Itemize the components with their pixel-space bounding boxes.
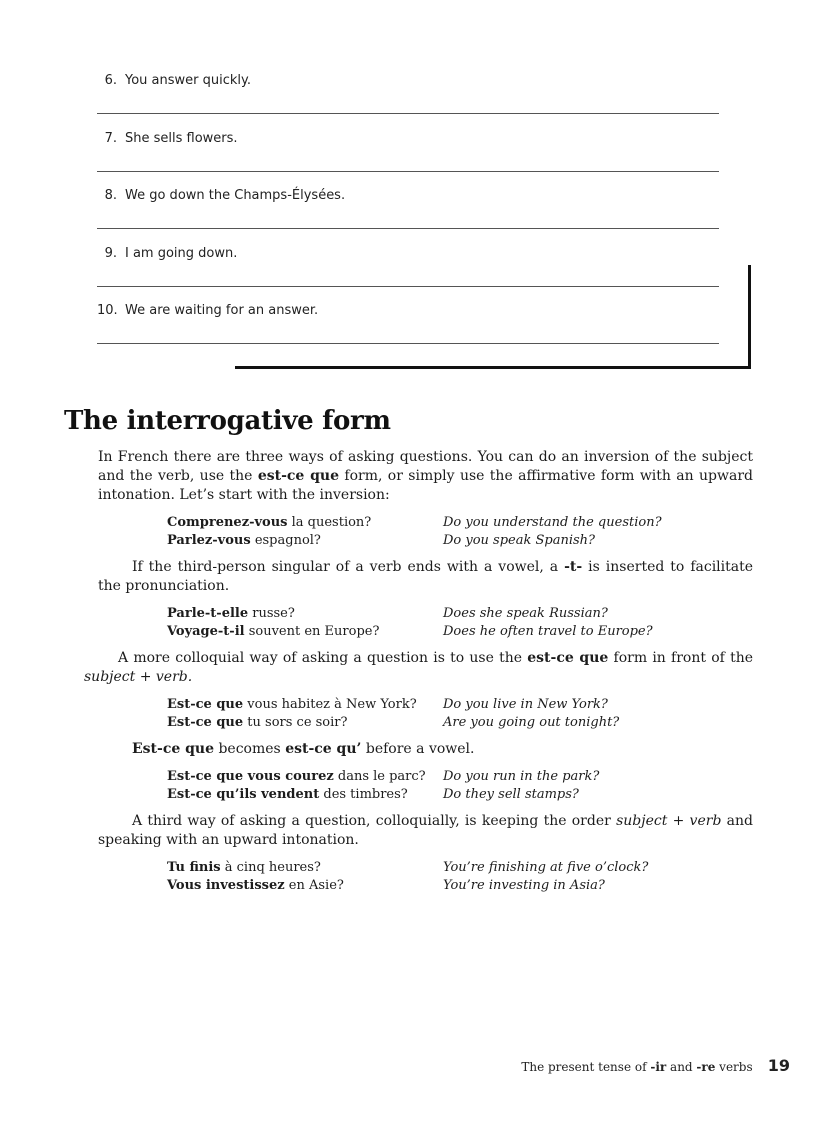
exercise-end-bracket-vertical	[748, 265, 751, 369]
english-translation: You’re finishing at five o’clock?	[443, 860, 649, 875]
example-row	[167, 877, 753, 895]
bold-term: est-ce qu’	[285, 741, 362, 757]
text-run: is inserted to facilitate the pronunciation.	[98, 559, 754, 594]
example-row	[167, 696, 753, 714]
text-run: espagnol?	[250, 533, 321, 548]
exercise-number: 8.	[104, 188, 117, 203]
french-example	[167, 623, 443, 641]
french-example	[167, 605, 443, 623]
intonation-examples	[167, 859, 753, 895]
bold-term: Parlez-vous	[167, 533, 251, 548]
example-row	[167, 605, 753, 623]
page-footer	[521, 1056, 790, 1075]
english-translation: Do you live in New York?	[443, 697, 608, 712]
answer-line[interactable]	[97, 171, 719, 172]
translation-exercise	[97, 68, 719, 356]
bold-term: est-ce que	[527, 650, 609, 666]
example-row	[167, 768, 753, 786]
english-translation: Do you run in the park?	[443, 769, 600, 784]
text-run: vous habitez à New York?	[243, 697, 417, 712]
exercise-number: 6.	[104, 73, 117, 88]
bold-term: Est-ce que	[167, 697, 244, 712]
section-title: The interrogative form	[64, 406, 391, 436]
vowel-rule-paragraph	[98, 740, 753, 759]
bold-term: Tu finis	[167, 860, 221, 875]
exercise-item	[97, 298, 719, 356]
est-ce-que-examples	[167, 696, 753, 732]
bold-term: Est-ce que	[167, 715, 244, 730]
text-run: before a vowel.	[361, 741, 475, 757]
text-run: verbs	[715, 1060, 753, 1074]
exercise-prompt: We go down the Champs-Élysées.	[125, 188, 346, 203]
text-run: russe?	[248, 606, 295, 621]
text-run: form, or simply use the affirmative form with an upward intonation. Let’s start with the inversion:	[98, 468, 753, 503]
bold-term: -ir	[650, 1060, 667, 1074]
exercise-item	[97, 126, 719, 184]
bold-term: Voyage-t-il	[167, 624, 245, 639]
exercise-number: 9.	[104, 245, 117, 261]
text-run: à cinq heures?	[220, 860, 321, 875]
bold-term: -t-	[564, 559, 583, 575]
english-translation: Do you understand the question?	[443, 515, 662, 530]
example-row	[167, 532, 753, 550]
bold-term: est-ce que	[257, 468, 340, 484]
running-footer	[521, 1060, 752, 1074]
text-run: en Asie?	[284, 878, 344, 893]
example-row	[167, 623, 753, 641]
text-run: des timbres?	[319, 787, 408, 802]
english-translation: You’re investing in Asia?	[443, 878, 605, 893]
bold-term: Comprenez-vous	[167, 515, 288, 530]
french-example	[167, 859, 443, 877]
section-body	[84, 448, 754, 903]
bold-term: Est-ce que vous courez	[167, 769, 334, 784]
text-run: dans le parc?	[333, 769, 426, 784]
text-run: The present tense of	[521, 1060, 651, 1074]
english-translation: Do you speak Spanish?	[443, 533, 596, 548]
text-run: souvent en Europe?	[244, 624, 380, 639]
text-run: becomes	[214, 741, 286, 757]
french-example	[167, 696, 443, 714]
french-example	[167, 532, 443, 550]
third-way-paragraph	[98, 812, 753, 850]
text-run: A third way of asking a question, colloquially, is keeping the order	[132, 813, 617, 829]
vowel-paragraph	[98, 558, 753, 596]
french-example	[167, 877, 443, 895]
est-ce-qu-examples	[167, 768, 753, 804]
inversion-examples	[167, 514, 753, 550]
exercise-item	[97, 183, 719, 241]
exercise-number: 7.	[104, 130, 117, 146]
italic-term: subject + verb	[616, 813, 722, 829]
text-run: form in front of the	[608, 650, 753, 666]
answer-line[interactable]	[97, 228, 719, 229]
text-run: In French there are three ways of asking questions. You can do an inversion of the subject and the verb, use the	[98, 449, 753, 484]
english-translation: Do they sell stamps?	[443, 787, 579, 802]
example-row	[167, 714, 753, 732]
bold-term: Est-ce que	[132, 741, 215, 757]
answer-line[interactable]	[97, 113, 719, 114]
french-example	[167, 768, 443, 786]
exercise-prompt: I am going down.	[125, 245, 238, 261]
bold-term: -re	[696, 1060, 716, 1074]
intro-paragraph	[98, 448, 753, 505]
french-example	[167, 514, 443, 532]
english-translation: Does he often travel to Europe?	[443, 624, 653, 639]
french-example	[167, 786, 443, 804]
example-row	[167, 859, 753, 877]
t-insertion-examples	[167, 605, 753, 641]
english-translation: Does she speak Russian?	[443, 606, 608, 621]
exercise-prompt: You answer quickly.	[125, 73, 251, 88]
example-row	[167, 786, 753, 804]
english-translation: Are you going out tonight?	[443, 715, 620, 730]
exercise-item	[97, 68, 719, 126]
example-row	[167, 514, 753, 532]
italic-term: subject + verb.	[84, 669, 193, 685]
answer-line[interactable]	[97, 286, 719, 287]
text-run: la question?	[287, 515, 372, 530]
colloquial-paragraph	[84, 649, 753, 687]
text-run: A more colloquial way of asking a question is to use the	[118, 650, 528, 666]
exercise-number: 10.	[97, 303, 118, 318]
text-run: and speaking with an upward intonation.	[98, 813, 753, 848]
exercise-end-bracket-horizontal	[235, 366, 751, 369]
bold-term: Est-ce qu’ils vendent	[167, 787, 320, 802]
exercise-item	[97, 241, 719, 299]
page-number: 19	[767, 1056, 790, 1075]
text-run: If the third-person singular of a verb ends with a vowel, a	[132, 559, 565, 575]
bold-term: Parle-t-elle	[167, 606, 249, 621]
answer-line[interactable]	[97, 343, 719, 344]
french-example	[167, 714, 443, 732]
text-run: tu sors ce soir?	[243, 715, 348, 730]
text-run: and	[666, 1060, 697, 1074]
exercise-prompt: She sells flowers.	[125, 130, 238, 146]
exercise-prompt: We are waiting for an answer.	[125, 303, 319, 318]
bold-term: Vous investissez	[167, 878, 285, 893]
